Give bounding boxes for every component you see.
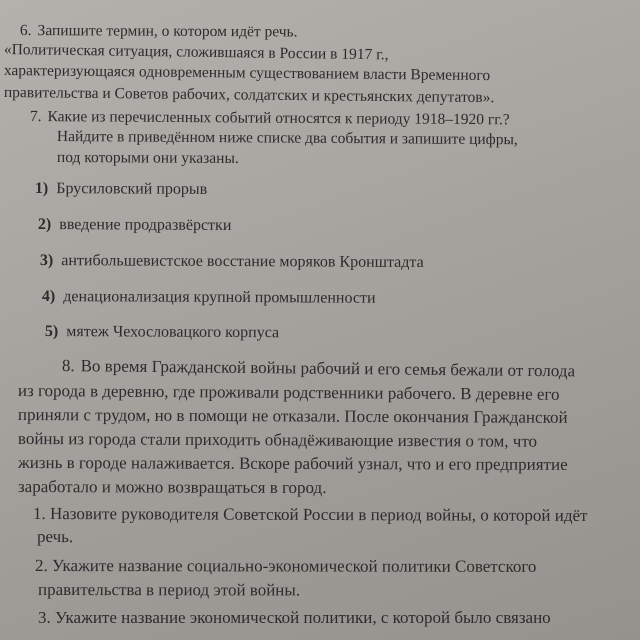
q8-number: 8. [61, 356, 75, 376]
q8-line-1 [62, 356, 575, 381]
q7-option-1 [35, 180, 207, 199]
q8-sub-3-line-1: 3. Укажите название экономической политики, с которой было связано [38, 608, 551, 627]
q7-option-2-text: введение продразвёрстки [59, 216, 232, 235]
q7-option-2-num: 2) [37, 216, 52, 234]
q6-number: 6. [19, 22, 32, 40]
q8-line-3: приняли с трудом, но в помощи не отказали. После окончания Гражданской [17, 405, 568, 427]
q7-line-1 [30, 108, 510, 129]
q8-sub-2-line-2: правительства в период этой войны. [37, 580, 301, 600]
q7-option-5 [45, 323, 279, 342]
q7-option-1-num: 1) [34, 180, 49, 198]
q8-line-4: войны из города стали приходить обнадёживающие известия о том, что [17, 429, 538, 451]
q7-option-3-text: антибольшевистское восстание моряков Кронштадта [61, 252, 424, 272]
q7-option-3 [40, 252, 424, 272]
q6-quote-line-1: «Политическая ситуация, сложившаяся в России в 1917 г., [3, 41, 389, 64]
q8-sub-2-line-1: 2. Укажите название социально-экономической политики Советского [34, 556, 537, 576]
q7-option-3-num: 3) [39, 252, 54, 270]
q7-option-2 [38, 216, 232, 235]
q8-line-2: из города в деревню, где проживали родственники рабочего. В деревне его [17, 381, 560, 404]
q7-number: 7. [29, 108, 42, 126]
q7-text-1: Какие из перечисленных событий относятся к периоду 1918–1920 гг.? [47, 108, 510, 129]
q7-option-4 [42, 288, 376, 308]
q7-option-5-text: мятеж Чехословацкого корпуса [66, 323, 280, 342]
q6-quote-line-2: характеризующаяся одновременным существованием власти Временного [3, 62, 491, 85]
q7-line-3: под которыми они указаны. [56, 149, 239, 167]
q7-option-1-text: Брусиловский прорыв [56, 180, 208, 198]
q7-option-4-num: 4) [41, 288, 56, 306]
q6-title-text: Запишите термин, о котором идёт речь. [37, 22, 298, 41]
q6-title [20, 22, 298, 41]
q7-option-4-text: денационализация крупной промышленности [63, 288, 376, 307]
q6-quote-line-3: правительства и Советов рабочих, солдатских и крестьянских депутатов». [3, 84, 495, 107]
q7-option-5-num: 5) [44, 323, 59, 341]
q7-line-2: Найдите в приведённом ниже списке два события и запишите цифры, [56, 128, 518, 149]
q8-line-6: заработало и можно возвращаться в город. [17, 477, 327, 498]
q8-sub-1-line-1: 1. Назовите руководителя Советской России в период войны, о которой идёт [32, 504, 588, 525]
q8-line-5: жизнь в городе налаживается. Вскоре рабочий узнал, что и его предприятие [17, 453, 568, 474]
q8-sub-1-line-2: речь. [36, 527, 74, 547]
q8-text-1: Во время Гражданской войны рабочий и его семья бежали от голода [80, 356, 576, 381]
